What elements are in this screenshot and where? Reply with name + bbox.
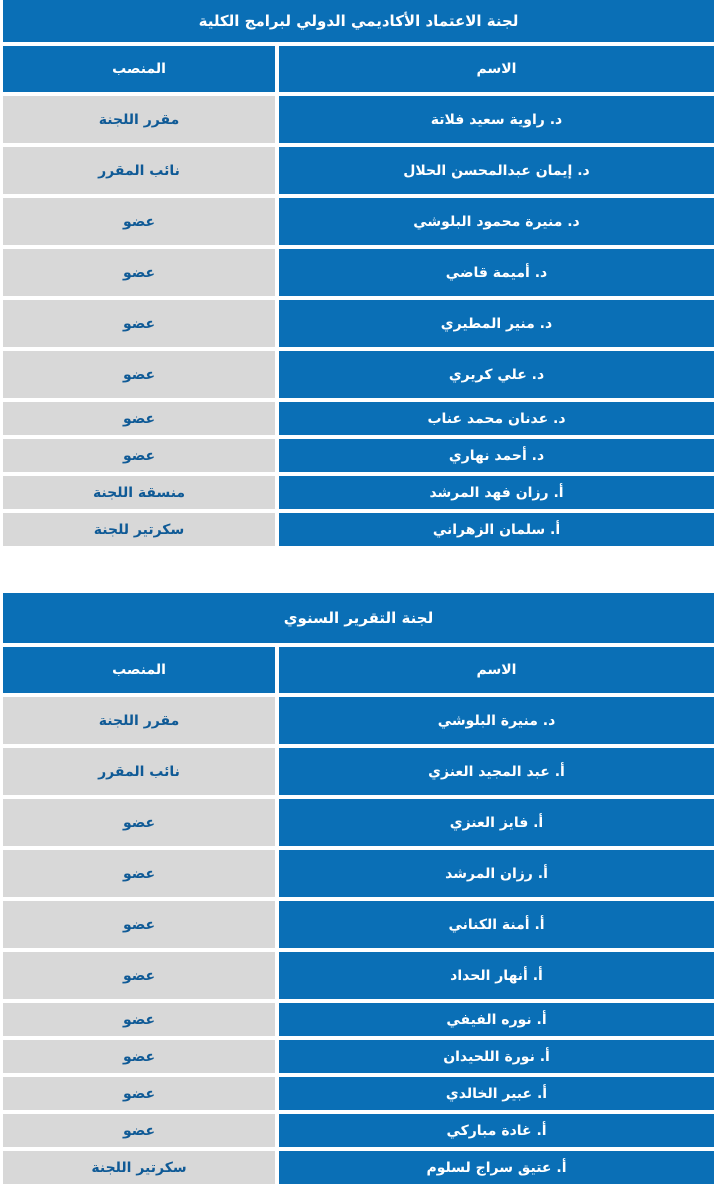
name-column-header: الاسم: [279, 46, 714, 92]
member-name: أ. عتيق سراج لسلوم: [279, 1151, 714, 1184]
table-row: [3, 96, 714, 147]
member-name: أ. نورة اللحيدان: [279, 1040, 714, 1073]
member-name: د. راوية سعيد فلاتة: [279, 96, 714, 143]
table-row: [3, 799, 714, 850]
member-position: عضو: [3, 901, 275, 948]
annual-report-committee-table: [3, 593, 714, 1188]
member-position: سكرتير للجنة: [3, 513, 275, 546]
member-name: د. منيرة محمود البلوشي: [279, 198, 714, 245]
table-row: [3, 1114, 714, 1151]
table-row: [3, 147, 714, 198]
member-position: عضو: [3, 198, 275, 245]
member-name: د. عدنان محمد عناب: [279, 402, 714, 435]
member-position: عضو: [3, 1003, 275, 1036]
member-position: مقرر اللجنة: [3, 96, 275, 143]
member-position: عضو: [3, 402, 275, 435]
member-position: نائب المقرر: [3, 147, 275, 194]
member-position: عضو: [3, 249, 275, 296]
member-name: أ. عبد المجيد العنزي: [279, 748, 714, 795]
member-position: عضو: [3, 1077, 275, 1110]
member-position: منسقة اللجنة: [3, 476, 275, 509]
member-name: د. منيرة البلوشي: [279, 697, 714, 744]
table-row: [3, 198, 714, 249]
name-column-header: الاسم: [279, 647, 714, 693]
table-row: [3, 476, 714, 513]
table-row: [3, 748, 714, 799]
member-name: د. أميمة قاضي: [279, 249, 714, 296]
member-name: أ. رزان المرشد: [279, 850, 714, 897]
table-row: [3, 1003, 714, 1040]
table-row: [3, 1151, 714, 1188]
member-name: أ. نوره الفيفي: [279, 1003, 714, 1036]
member-name: د. علي كريري: [279, 351, 714, 398]
table-row: [3, 513, 714, 550]
table-row: [3, 439, 714, 476]
member-position: عضو: [3, 1040, 275, 1073]
member-position: عضو: [3, 952, 275, 999]
member-position: عضو: [3, 850, 275, 897]
position-column-header: المنصب: [3, 46, 275, 92]
member-name: أ. سلمان الزهراني: [279, 513, 714, 546]
position-column-header: المنصب: [3, 647, 275, 693]
table-row: [3, 402, 714, 439]
table-title: لجنة التقرير السنوي: [3, 593, 714, 647]
member-name: أ. أمنة الكناني: [279, 901, 714, 948]
table-title: لجنة الاعتماد الأكاديمي الدولي لبرامج الكلية: [3, 0, 714, 46]
member-name: أ. عبير الخالدي: [279, 1077, 714, 1110]
member-name: د. أحمد نهاري: [279, 439, 714, 472]
table-row: [3, 300, 714, 351]
table-row: [3, 901, 714, 952]
member-position: عضو: [3, 439, 275, 472]
table-row: [3, 1077, 714, 1114]
table-header-row: [3, 46, 714, 96]
table-header-row: [3, 647, 714, 697]
member-position: مقرر اللجنة: [3, 697, 275, 744]
table-row: [3, 697, 714, 748]
table-row: [3, 249, 714, 300]
table-row: [3, 1040, 714, 1077]
table-row: [3, 952, 714, 1003]
table-row: [3, 351, 714, 402]
member-name: أ. رزان فهد المرشد: [279, 476, 714, 509]
accreditation-committee-table: [3, 0, 714, 550]
table-row: [3, 850, 714, 901]
member-position: سكرتير اللجنة: [3, 1151, 275, 1184]
member-position: عضو: [3, 799, 275, 846]
member-name: د. منير المطيري: [279, 300, 714, 347]
member-position: عضو: [3, 1114, 275, 1147]
member-name: أ. فايز العنزي: [279, 799, 714, 846]
member-position: نائب المقرر: [3, 748, 275, 795]
member-name: أ. أنهار الحداد: [279, 952, 714, 999]
member-position: عضو: [3, 351, 275, 398]
member-position: عضو: [3, 300, 275, 347]
member-name: د. إيمان عبدالمحسن الحلال: [279, 147, 714, 194]
member-name: أ. غادة مباركي: [279, 1114, 714, 1147]
